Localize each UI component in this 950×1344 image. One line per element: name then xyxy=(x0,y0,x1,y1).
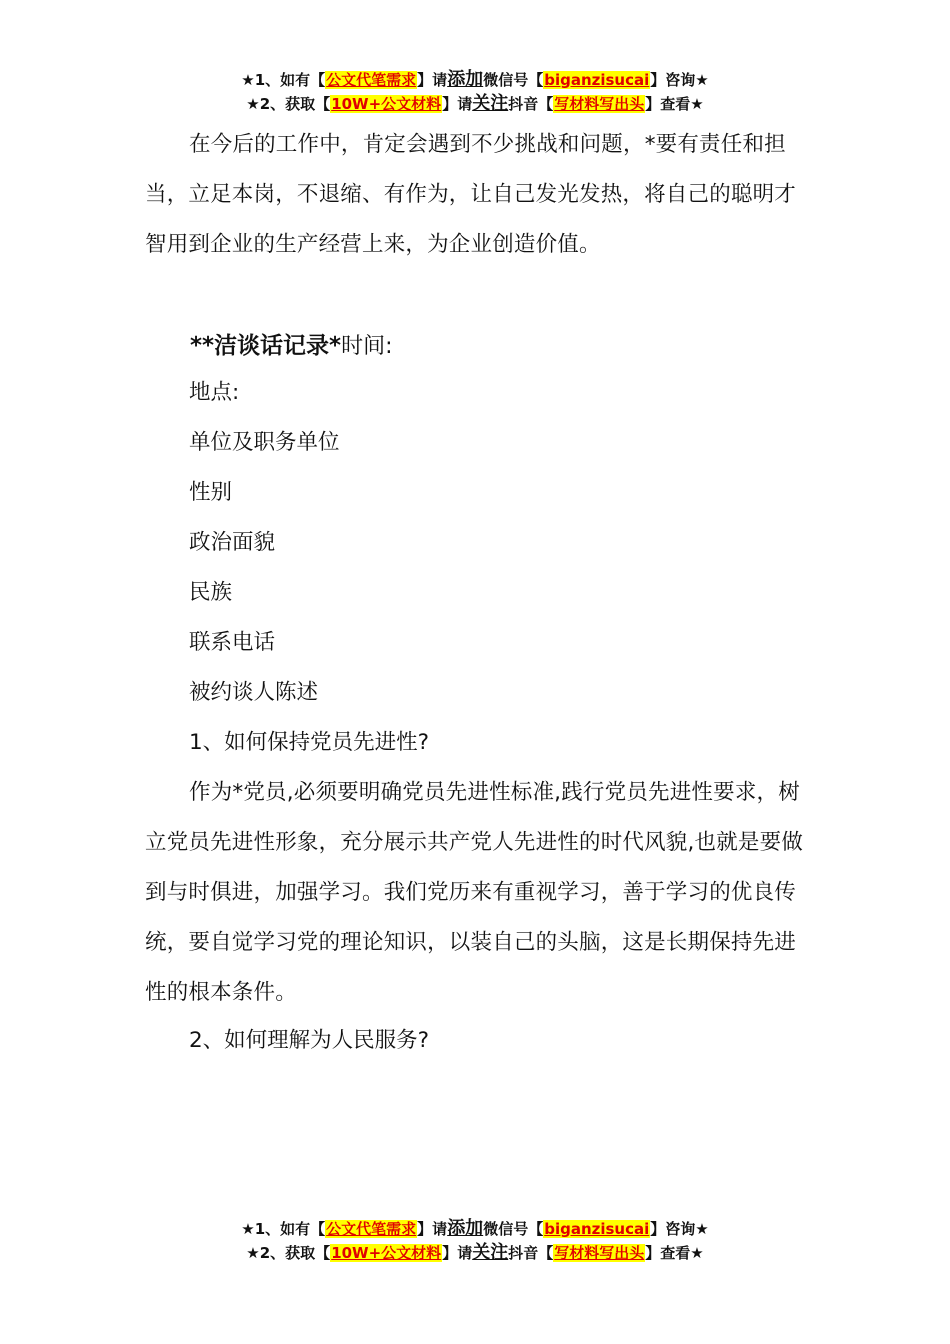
field-unit-position: 单位及职务单位 xyxy=(189,430,340,455)
highlight-service: 公文代笔需求 xyxy=(326,1220,417,1238)
answer-1: 作为*党员,必须要明确党员先进性标准,践行党员先进性要求，树立党员先进性形象，充分展示共产党人先进性的时代风貌,也就是要做到与时俱进，加强学习。我们党历来有重视学习，善于学习的优良传统，要自觉学习党的理论知识，以装自己的头脑，这是长期保持先进性的根本条件。 xyxy=(145,780,804,1005)
banner-line-1: ★1、如有【公文代笔需求】请添加微信号【biganzisucai】咨询★ xyxy=(241,69,709,90)
field-ethnicity: 民族 xyxy=(189,580,233,605)
field-gender: 性别 xyxy=(189,480,233,505)
header-banner xyxy=(0,68,950,116)
highlight-materials: 10W+公文材料 xyxy=(331,1244,442,1262)
banner-line-2: ★2、获取【10W+公文材料】请关注抖音【写材料写出头】查看★ xyxy=(246,93,704,114)
banner-line-2: ★2、获取【10W+公文材料】请关注抖音【写材料写出头】查看★ xyxy=(246,1242,704,1263)
question-2: 2、如何理解为人民服务? xyxy=(189,1028,430,1053)
highlight-douyin: 写材料写出头 xyxy=(554,95,645,113)
field-political-status: 政治面貌 xyxy=(189,530,276,555)
footer-banner xyxy=(0,1217,950,1265)
banner-line-1: ★1、如有【公文代笔需求】请添加微信号【biganzisucai】咨询★ xyxy=(241,1218,709,1239)
field-location: 地点: xyxy=(189,380,240,405)
highlight-wechat-id: biganzisucai xyxy=(544,71,650,89)
field-phone: 联系电话 xyxy=(189,630,276,655)
intro-paragraph: 在今后的工作中，肯定会遇到不少挑战和问题，*要有责任和担当，立足本岗，不退缩、有作为，让自己发光发热，将自己的聪明才智用到企业的生产经营上来，为企业创造价值。 xyxy=(145,132,797,257)
highlight-douyin: 写材料写出头 xyxy=(554,1244,645,1262)
field-statement: 被约谈人陈述 xyxy=(189,680,319,705)
time-label: 时间: xyxy=(341,334,393,359)
highlight-materials: 10W+公文材料 xyxy=(331,95,442,113)
record-title: **洁谈话记录*时间: xyxy=(190,333,393,359)
highlight-wechat-id: biganzisucai xyxy=(544,1220,650,1238)
question-1: 1、如何保持党员先进性? xyxy=(189,730,430,755)
highlight-service: 公文代笔需求 xyxy=(326,71,417,89)
